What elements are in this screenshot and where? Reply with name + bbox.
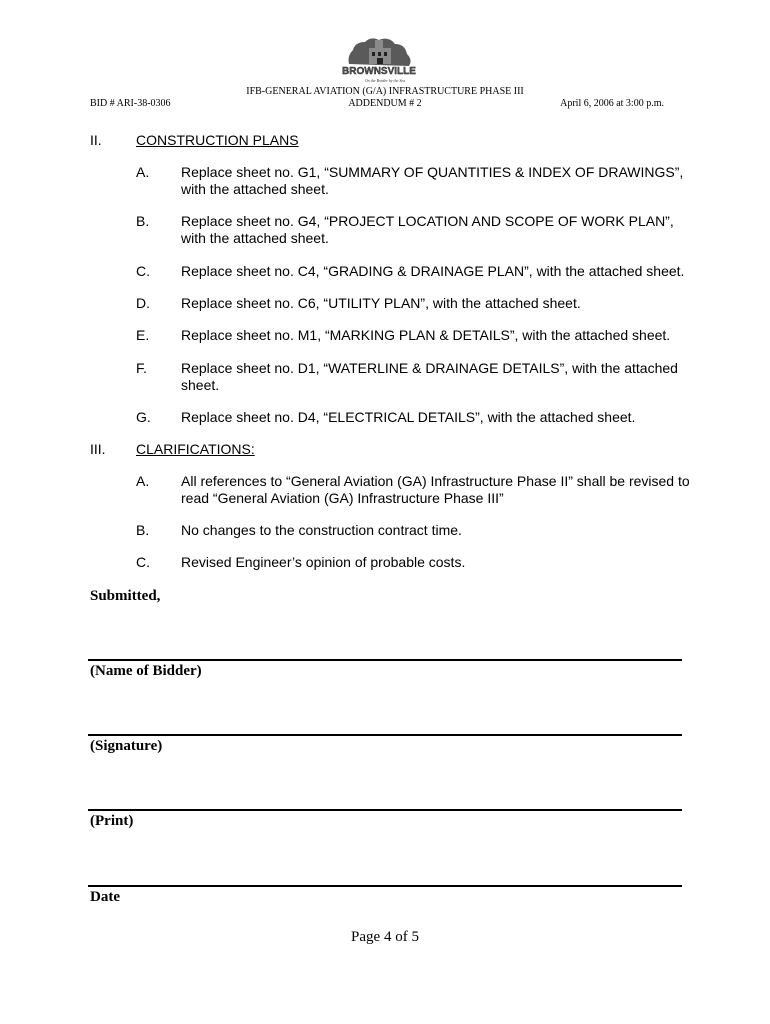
bid-number: BID # ARI-38-0306 (90, 98, 171, 109)
name-of-bidder-label: (Name of Bidder) (90, 663, 202, 679)
section-2-item-g-letter: G. (136, 409, 151, 425)
bid-date: April 6, 2006 at 3:00 p.m. (560, 98, 664, 109)
section-2-item-d-letter: D. (136, 295, 150, 311)
section-2-number: II. (90, 132, 102, 148)
section-2-item-f-letter: F. (136, 360, 147, 376)
logo-wordmark: BROWNSVILLE (342, 66, 416, 77)
section-2-item-f-text: Replace sheet no. D1, “WATERLINE & DRAINAGE DETAILS”, with the attached sheet. (181, 360, 678, 393)
document-title: IFB-GENERAL AVIATION (G/A) INFRASTRUCTURE PHASE III (246, 86, 524, 97)
submitted-label: Submitted, (90, 588, 161, 604)
section-2-item-b-letter: B. (136, 213, 150, 229)
section-2-item-e-letter: E. (136, 327, 150, 343)
signature-line[interactable] (88, 734, 682, 736)
section-2-item-g-text: Replace sheet no. D4, “ELECTRICAL DETAILS”, with the attached sheet. (181, 409, 636, 425)
section-2-item-a-text: Replace sheet no. G1, “SUMMARY OF QUANTITIES & INDEX OF DRAWINGS”, with the attached sheet. (181, 164, 684, 197)
section-3-number: III. (90, 441, 106, 457)
section-3-item-b-letter: B. (136, 522, 150, 538)
section-3-item-c-letter: C. (136, 554, 150, 570)
section-2-item-e-text: Replace sheet no. M1, “MARKING PLAN & DETAILS”, with the attached sheet. (181, 327, 671, 343)
section-2-title: CONSTRUCTION PLANS (136, 132, 299, 148)
section-3-item-a-text: All references to “General Aviation (GA) Infrastructure Phase II” shall be revised to read “General Aviation (GA) Infrastructure Phase III” (181, 473, 690, 506)
section-2-item-d-text: Replace sheet no. C6, “UTILITY PLAN”, with the attached sheet. (181, 295, 581, 311)
section-2-item-c-letter: C. (136, 263, 150, 279)
section-2-item-a-letter: A. (136, 164, 150, 180)
section-2-item-b-text: Replace sheet no. G4, “PROJECT LOCATION AND SCOPE OF WORK PLAN”, with the attached sheet. (181, 213, 674, 246)
date-line[interactable] (88, 885, 682, 887)
section-3-item-c-text: Revised Engineer’s opinion of probable costs. (181, 554, 466, 570)
section-3-item-a-letter: A. (136, 473, 150, 489)
signature-label: (Signature) (90, 738, 163, 754)
page-number: Page 4 of 5 (351, 929, 419, 945)
city-logo (341, 34, 417, 86)
name-of-bidder-line[interactable] (88, 659, 682, 661)
logo-tagline: On the Border by the Sea (364, 78, 406, 83)
print-name-line[interactable] (88, 809, 682, 811)
section-2-item-c-text: Replace sheet no. C4, “GRADING & DRAINAGE PLAN”, with the attached sheet. (181, 263, 685, 279)
date-label: Date (90, 889, 120, 905)
addendum-number: ADDENDUM # 2 (348, 98, 422, 109)
section-3-title: CLARIFICATIONS: (136, 441, 255, 457)
print-label: (Print) (90, 813, 134, 829)
section-3-item-b-text: No changes to the construction contract time. (181, 522, 462, 538)
